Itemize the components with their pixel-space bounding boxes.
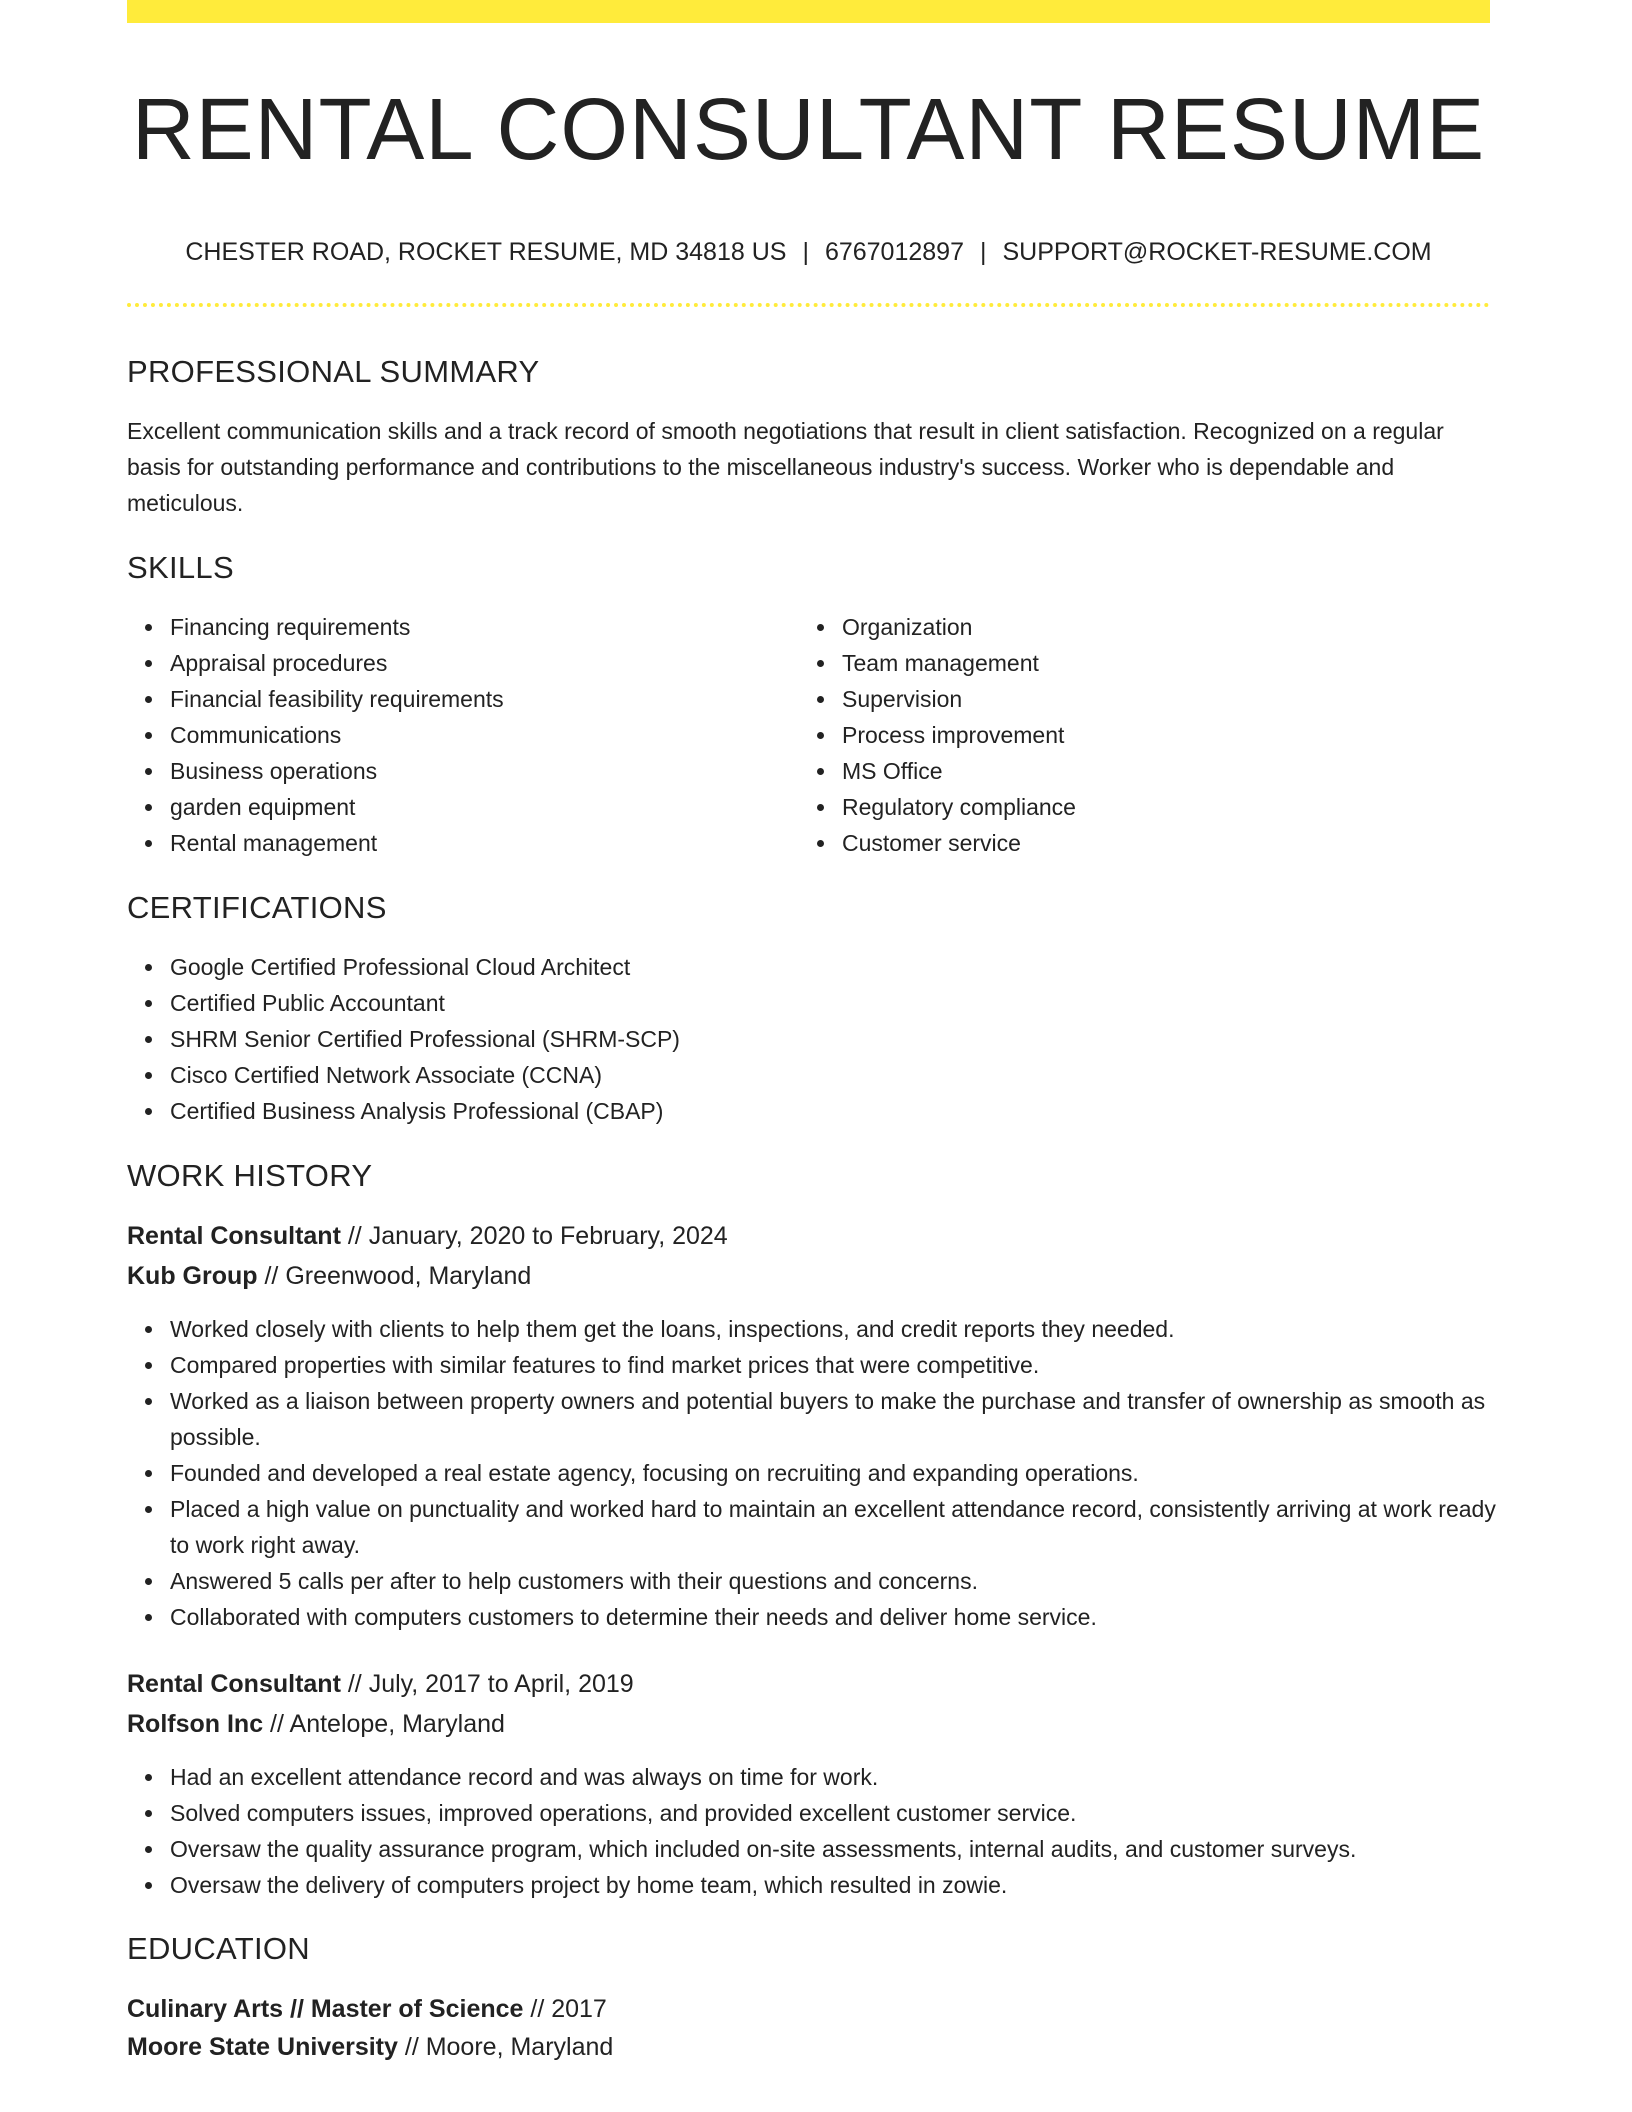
education-degree: Culinary Arts // Master of Science [127, 1995, 524, 2023]
certifications-heading: CERTIFICATIONS [127, 890, 387, 925]
skill-item: Financing requirements [170, 609, 790, 645]
contact-email[interactable]: SUPPORT@ROCKET-RESUME.COM [1002, 238, 1432, 266]
skill-item: Team management [842, 645, 1482, 681]
job-bullet: Had an excellent attendance record and was always on time for work. [170, 1759, 1510, 1795]
contact-separator: | [802, 238, 809, 266]
certification-item: Certified Business Analysis Professional (CBAP) [170, 1093, 1490, 1129]
job-bullet: Oversaw the delivery of computers project by home team, which resulted in zowie. [170, 1867, 1510, 1903]
education-location: // Moore, Maryland [397, 2033, 614, 2061]
job-bullet: Compared properties with similar features to find market prices that were competitive. [170, 1347, 1510, 1383]
job-bullet: Placed a high value on punctuality and worked hard to maintain an excellent attendance record, consistently arriving at work ready to work right away. [170, 1491, 1510, 1563]
job-bullet: Oversaw the quality assurance program, which included on-site assessments, internal audits, and customer surveys. [170, 1831, 1510, 1867]
skill-item: Appraisal procedures [170, 645, 790, 681]
skill-item: Process improvement [842, 717, 1482, 753]
education-school-line [127, 2028, 613, 2066]
work-history-heading: WORK HISTORY [127, 1158, 373, 1193]
certification-item: Cisco Certified Network Associate (CCNA) [170, 1057, 1490, 1093]
job-role: Rental Consultant [127, 1222, 341, 1250]
job-bullets [127, 1759, 1510, 1903]
certifications-list [127, 949, 1490, 1129]
certification-item: SHRM Senior Certified Professional (SHRM-SCP) [170, 1021, 1490, 1057]
skill-item: Organization [842, 609, 1482, 645]
job-bullet: Worked as a liaison between property owners and potential buyers to make the purchase and transfer of ownership as smooth as possible. [170, 1383, 1510, 1455]
certification-item: Certified Public Accountant [170, 985, 1490, 1021]
job-bullet: Answered 5 calls per after to help customers with their questions and concerns. [170, 1563, 1510, 1599]
header-divider [127, 303, 1490, 307]
skill-item: Communications [170, 717, 790, 753]
skills-list-right [799, 609, 1482, 861]
job-bullet: Solved computers issues, improved operations, and provided excellent customer service. [170, 1795, 1510, 1831]
job-company: Kub Group [127, 1262, 258, 1290]
skill-item: Regulatory compliance [842, 789, 1482, 825]
education-year: // 2017 [523, 1995, 607, 2023]
education-heading: EDUCATION [127, 1931, 310, 1966]
skill-item: Financial feasibility requirements [170, 681, 790, 717]
skill-item: MS Office [842, 753, 1482, 789]
skill-item: Customer service [842, 825, 1482, 861]
top-accent-bar [127, 0, 1490, 23]
job-location: // Greenwood, Maryland [257, 1262, 532, 1290]
contact-address: CHESTER ROAD, ROCKET RESUME, MD 34818 US [185, 238, 787, 266]
skill-item: Business operations [170, 753, 790, 789]
job-bullet: Worked closely with clients to help them get the loans, inspections, and credit reports they needed. [170, 1311, 1510, 1347]
job-dates: // July, 2017 to April, 2019 [340, 1670, 634, 1698]
skills-list-left [127, 609, 790, 861]
contact-phone: 6767012897 [824, 238, 964, 266]
contact-separator: | [979, 238, 987, 266]
job-bullet: Collaborated with computers customers to determine their needs and deliver home service. [170, 1599, 1510, 1635]
job-bullet: Founded and developed a real estate agency, focusing on recruiting and expanding operations. [170, 1455, 1510, 1491]
job-role: Rental Consultant [127, 1670, 341, 1698]
job-company-line [127, 1705, 505, 1743]
summary-heading: PROFESSIONAL SUMMARY [127, 354, 540, 389]
job-bullets [127, 1311, 1510, 1635]
job-location: // Antelope, Maryland [263, 1710, 505, 1738]
job-title-line [127, 1665, 634, 1703]
education-degree-line [127, 1990, 607, 2028]
summary-text: Excellent communication skills and a track record of smooth negotiations that result in client satisfaction. Recognized on a regular basis for outstanding performance and contributions to the miscellaneous industry's success. Worker who is dependable and meticulous. [127, 418, 1444, 516]
job-title-line [127, 1217, 728, 1255]
skill-item: Rental management [170, 825, 790, 861]
job-company: Rolfson Inc [127, 1710, 264, 1738]
skills-heading: SKILLS [127, 550, 234, 585]
job-company-line [127, 1257, 531, 1295]
contact-line [127, 236, 1490, 268]
job-dates: // January, 2020 to February, 2024 [340, 1222, 728, 1250]
skill-item: Supervision [842, 681, 1482, 717]
education-school: Moore State University [127, 2033, 398, 2061]
certification-item: Google Certified Professional Cloud Architect [170, 949, 1490, 985]
resume-title: RENTAL CONSULTANT RESUME [131, 81, 1486, 178]
skill-item: garden equipment [170, 789, 790, 825]
